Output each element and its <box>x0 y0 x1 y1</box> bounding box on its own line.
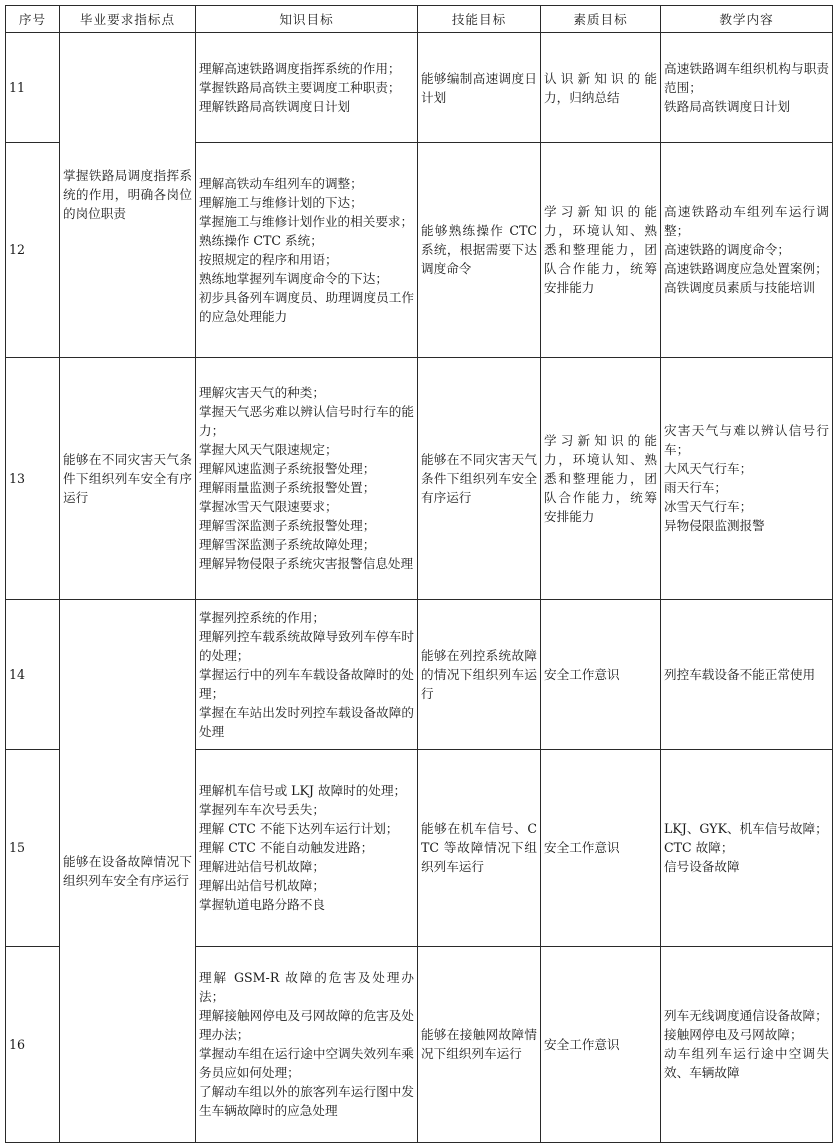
knowledge-cell <box>196 143 418 357</box>
header-requirement: 毕业要求指标点 <box>60 6 196 33</box>
content-item: 高速铁路调度应急处置案例； <box>664 261 828 277</box>
quality-cell: 安全工作意识 <box>541 946 661 1142</box>
knowledge-item: 掌握轨道电路分路不良 <box>199 897 325 913</box>
requirement-cell: 能够在不同灾害天气条件下组织列车安全有序运行 <box>60 357 196 599</box>
knowledge-cell <box>196 599 418 749</box>
knowledge-item: 理解施工与维修计划的下达； <box>199 194 363 210</box>
knowledge-item: 理解接触网停电及弓网故障的危害及处理办法； <box>199 1008 414 1043</box>
content-item: 雨天行车； <box>664 480 727 496</box>
knowledge-item: 掌握天气恶劣难以辨认信号时行车的能力； <box>199 404 414 439</box>
header-row <box>6 6 833 33</box>
knowledge-item: 理解异物侵限子系统灾害报警信息处理 <box>199 556 414 572</box>
quality-cell: 安全工作意识 <box>541 599 661 749</box>
header-content: 教学内容 <box>661 6 833 33</box>
requirement-cell: 掌握铁路局调度指挥系统的作用，明确各岗位的岗位职责 <box>60 33 196 358</box>
knowledge-cell <box>196 750 418 946</box>
content-item: 高铁调度员素质与技能培训 <box>664 280 816 296</box>
knowledge-item: 理解铁路局高铁调度日计划 <box>199 99 351 115</box>
skill-cell: 能够在列控系统故障的情况下组织列车运行 <box>418 599 541 749</box>
content-item: 灾害天气与难以辨认信号行车； <box>664 423 829 458</box>
header-index: 序号 <box>6 6 60 33</box>
knowledge-cell <box>196 357 418 599</box>
content-cell <box>661 750 833 946</box>
skill-cell: 能够在接触网故障情况下组织列车运行 <box>418 946 541 1142</box>
content-item: 铁路局高铁调度日计划 <box>664 99 790 115</box>
knowledge-item: 理解机车信号或 LKJ 故障时的处理； <box>199 783 407 799</box>
knowledge-item: 理解 CTC 不能自动触发进路； <box>199 840 374 856</box>
knowledge-item: 掌握铁路局高铁主要调度工种职责； <box>199 80 401 96</box>
table-row <box>6 357 833 599</box>
row-number: 16 <box>6 946 60 1142</box>
content-item: 高速铁路的调度命令； <box>664 242 790 258</box>
knowledge-item: 熟练操作 CTC 系统； <box>199 232 323 248</box>
content-cell <box>661 946 833 1142</box>
knowledge-item: 理解雨量监测子系统报警处置； <box>199 480 376 496</box>
knowledge-item: 了解动车组以外的旅客列车运行图中发生车辆故障时的应急处理 <box>199 1084 414 1119</box>
knowledge-item: 理解灾害天气的种类； <box>199 385 325 401</box>
knowledge-item: 掌握冰雪天气限速要求； <box>199 499 338 515</box>
knowledge-item: 掌握列车车次号丢失； <box>199 802 325 818</box>
knowledge-item: 熟练地掌握列车调度命令的下达； <box>199 270 388 286</box>
row-number: 15 <box>6 750 60 946</box>
content-cell <box>661 143 833 357</box>
row-number: 14 <box>6 599 60 749</box>
knowledge-item: 掌握大风天气限速规定； <box>199 442 338 458</box>
content-item: LKJ、GYK、机车信号故障； <box>664 821 828 837</box>
quality-cell: 认识新知识的能力，归纳总结 <box>541 33 661 143</box>
skill-cell: 能够在不同灾害天气条件下组织列车安全有序运行 <box>418 357 541 599</box>
content-item: 列车无线调度通信设备故障； <box>664 1008 828 1024</box>
knowledge-item: 理解高铁动车组列车的调整； <box>199 175 363 191</box>
content-item: 冰雪天气行车； <box>664 499 753 515</box>
content-item: 列控车载设备不能正常使用 <box>664 667 816 683</box>
knowledge-item: 初步具备列车调度员、助理调度员工作的应急处理能力 <box>199 289 414 324</box>
table-row <box>6 33 833 143</box>
knowledge-item: 理解 CTC 不能下达列车运行计划； <box>199 821 399 837</box>
row-number: 12 <box>6 143 60 357</box>
quality-cell: 学习新知识的能力，环境认知、熟悉和整理能力，团队合作能力，统筹安排能力 <box>541 143 661 357</box>
knowledge-item: 掌握在车站出发时列控车载设备故障的处理 <box>199 705 414 740</box>
knowledge-item: 按照规定的程序和用语； <box>199 251 338 267</box>
curriculum-table <box>5 5 833 1143</box>
skill-cell: 能够熟练操作 CTC 系统，根据需要下达调度命令 <box>418 143 541 357</box>
knowledge-item: 理解 GSM-R 故障的危害及处理办法； <box>199 970 414 1005</box>
requirement-cell: 能够在设备故障情况下组织列车安全有序运行 <box>60 599 196 1142</box>
content-item: 动车组列车运行途中空调失效、车辆故障 <box>664 1046 829 1081</box>
row-number: 13 <box>6 357 60 599</box>
knowledge-item: 掌握动车组在运行途中空调失效列车乘务员应如何处理； <box>199 1046 414 1081</box>
knowledge-item: 理解雪深监测子系统故障处理； <box>199 537 376 553</box>
knowledge-item: 理解列控车载系统故障导致列车停车时的处理； <box>199 629 414 664</box>
header-skill: 技能目标 <box>418 6 541 33</box>
quality-cell: 学习新知识的能力，环境认知、熟悉和整理能力，团队合作能力，统筹安排能力 <box>541 357 661 599</box>
content-item: CTC 故障； <box>664 840 734 856</box>
content-item: 大风天气行车； <box>664 461 753 477</box>
content-cell <box>661 33 833 143</box>
content-cell <box>661 357 833 599</box>
quality-cell: 安全工作意识 <box>541 750 661 946</box>
content-cell <box>661 599 833 749</box>
knowledge-item: 理解风速监测子系统报警处理； <box>199 461 376 477</box>
header-knowledge: 知识目标 <box>196 6 418 33</box>
knowledge-cell <box>196 946 418 1142</box>
knowledge-item: 理解雪深监测子系统报警处理； <box>199 518 376 534</box>
table-row <box>6 599 833 749</box>
knowledge-item: 掌握列控系统的作用； <box>199 610 325 626</box>
knowledge-item: 理解高速铁路调度指挥系统的作用； <box>199 61 401 77</box>
knowledge-item: 理解进站信号机故障； <box>199 859 325 875</box>
content-item: 异物侵限监测报警 <box>664 518 765 534</box>
content-item: 高速铁路动车组列车运行调整； <box>664 204 829 239</box>
knowledge-item: 理解出站信号机故障； <box>199 878 325 894</box>
knowledge-item: 掌握运行中的列车车载设备故障时的处理； <box>199 667 414 702</box>
skill-cell: 能够在机车信号、CTC 等故障情况下组织列车运行 <box>418 750 541 946</box>
knowledge-cell <box>196 33 418 143</box>
skill-cell: 能够编制高速调度日计划 <box>418 33 541 143</box>
content-item: 信号设备故障 <box>664 859 740 875</box>
content-item: 接触网停电及弓网故障； <box>664 1027 803 1043</box>
knowledge-item: 掌握施工与维修计划作业的相关要求； <box>199 213 414 229</box>
content-item: 高速铁路调车组织机构与职责范围； <box>664 61 829 96</box>
header-quality: 素质目标 <box>541 6 661 33</box>
row-number: 11 <box>6 33 60 143</box>
